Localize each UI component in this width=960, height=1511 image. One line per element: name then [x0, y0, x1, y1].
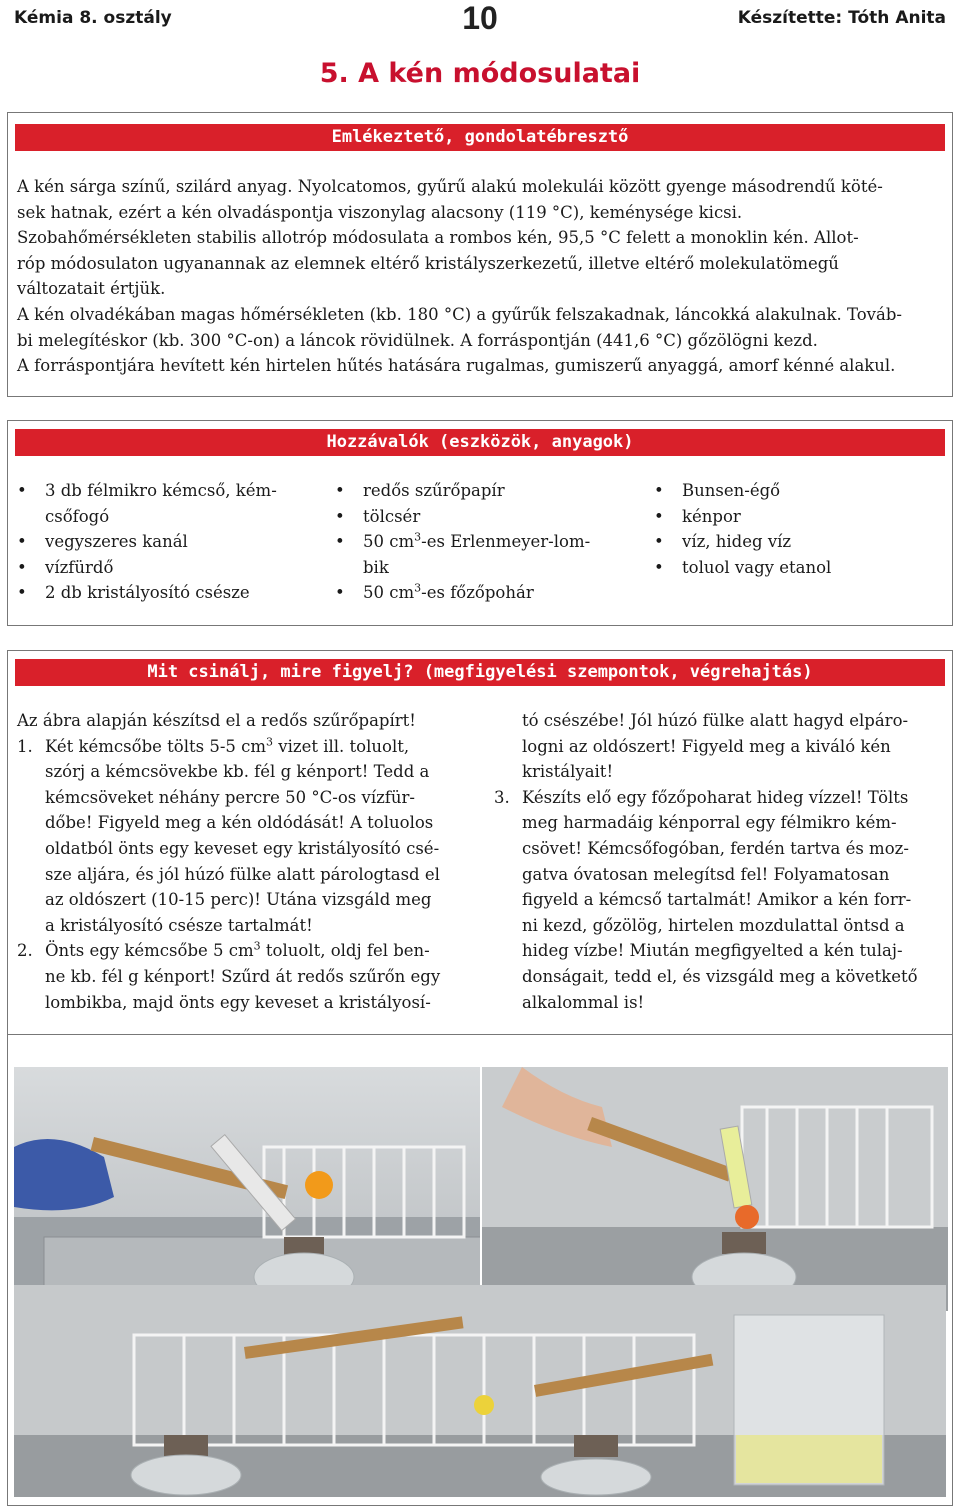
photo-panel: [7, 1034, 953, 1506]
list-item: • toluol vagy etanol: [654, 555, 944, 581]
list-item: • tölcsér: [335, 504, 635, 530]
procedure-right-column: [494, 708, 950, 1015]
reminder-line: A kén olvadékában magas hőmérsékleten (kb. 180 °C) a gyűrűk felszakadnak, láncokká alakulnak. Továb-: [17, 304, 902, 324]
reminder-line: A forráspontjára hevített kén hirtelen hűtés hatására rugalmas, gumiszerű anyaggá, amorf kénné alakul.: [17, 356, 896, 376]
procedure-intro: Az ábra alapján készítsd el a redős szűrőpapírt!: [17, 711, 416, 730]
list-item: • víz, hideg víz: [654, 529, 944, 555]
reminder-line: Szobahőmérsékleten stabilis allotróp módosulata a rombos kén, 95,5 °C felett a monoklin kén. Allot-: [17, 228, 859, 248]
list-item: • redős szűrőpapír: [335, 478, 635, 504]
reminder-line: róp módosulaton ugyanannak az elemnek eltérő kristályszerkezetű, illetve eltérő molekulatömegű: [17, 253, 839, 273]
photo-pouring-into-water: [14, 1285, 946, 1497]
ingredients-column-1: [17, 478, 307, 606]
page-header: [0, 0, 960, 38]
reminder-line: A kén sárga színű, szilárd anyag. Nyolcatomos, gyűrű alakú molekulái között gyenge másodrendű köté-: [17, 177, 883, 196]
reminder-text: [17, 174, 947, 379]
page-title: 5. A kén módosulatai: [319, 58, 641, 89]
photo-sulfur-flame: [482, 1067, 948, 1311]
list-item: • vízfürdő: [17, 555, 307, 581]
reminder-line: változatait értjük.: [17, 279, 166, 299]
list-item: • Bunsen-égő: [654, 478, 944, 504]
list-item: • 50 $cm^3-es$ Erlenmeyer-lom- bik: [335, 529, 635, 580]
list-item: • 3 db félmikro kémcső, kém- csőfogó: [17, 478, 307, 529]
list-item: • vegyszeres kanál: [17, 529, 307, 555]
photo-test-tube-heating: [14, 1067, 480, 1311]
list-item: • kénpor: [654, 504, 944, 530]
procedure-left-column: [17, 708, 477, 1015]
ingredients-column-2: [335, 478, 635, 606]
experiment-photo-2: [482, 1067, 948, 1311]
procedure-step-2: 2. Önts egy kémcsőbe 5 $cm^3$ toluolt, oldj fel ben- ne kb. fél g kénport! Szűrd át redős szűrőn egy lombikba, majd önts egy keveset a kristályosí-: [17, 939, 441, 1012]
reminder-heading: Emlékeztető, gondolatébresztő: [15, 124, 945, 151]
experiment-photo-1: [14, 1067, 480, 1311]
list-item: • 50 $cm^3-es$ főzőpohár: [335, 580, 635, 606]
experiment-photo-3: [14, 1285, 946, 1497]
ingredients-column-3: [654, 478, 944, 580]
procedure-heading: Mit csinálj, mire figyelj? (megfigyelési szempontok, végrehajtás): [15, 659, 945, 686]
procedure-step-3: 3. Készíts elő egy főzőpoharat hideg vízzel! Tölts meg harmadáig kénporral egy félmikro kém- csövet! Kémcsőfogóban, ferdén tartva és moz- gatva óvatosan melegítsd fel! Folyamatosan figyeld a kémcső tartalmát! Amikor a kén forr- ni kezd, gőzölög, hirtelen mozdulattal öntsd a hideg vízbe! Miután megfigyelted a kén tulaj- donságait, tedd el, és vizsgáld meg a követkető alkalommal is!: [494, 787, 918, 1012]
procedure-step-2-continued: tó csészébe! Jól húzó fülke alatt hagyd elpáro- logni az oldószert! Figyeld meg a kiváló kén kristályait!: [522, 711, 909, 782]
header-subject: Kémia 8. osztály: [14, 8, 172, 28]
reminder-line: sek hatnak, ezért a kén olvadáspontja viszonylag alacsony (119 °C), keménysége kicsi.: [17, 202, 743, 222]
procedure-step-1: 1. Két kémcsőbe tölts 5-5 $cm^3$ vizet ill. toluolt, szórj a kémcsövekbe kb. fél g kénport! Tedd a kémcsöveket néhány percre 50 °C-os vízfür- dőbe! Figyeld meg a kén oldódását! A toluolos oldatból önts egy keveset egy kristályosító csé- sze aljára, és jól húzó fülke alatt párologtasd el az oldószert (10-15 perc)! Utána vizsgáld meg a kristályosító csésze tartalmát!: [17, 735, 440, 935]
page-number: 10: [462, 0, 498, 36]
ingredients-heading: Hozzávalók (eszközök, anyagok): [15, 429, 945, 456]
header-author: Készítette: Tóth Anita: [737, 8, 946, 28]
reminder-line: bi melegítéskor (kb. 300 °C-on) a láncok rövidülnek. A forráspontján (441,6 °C) gőzölögni kezd.: [17, 330, 818, 350]
list-item: • 2 db kristályosító csésze: [17, 580, 307, 606]
